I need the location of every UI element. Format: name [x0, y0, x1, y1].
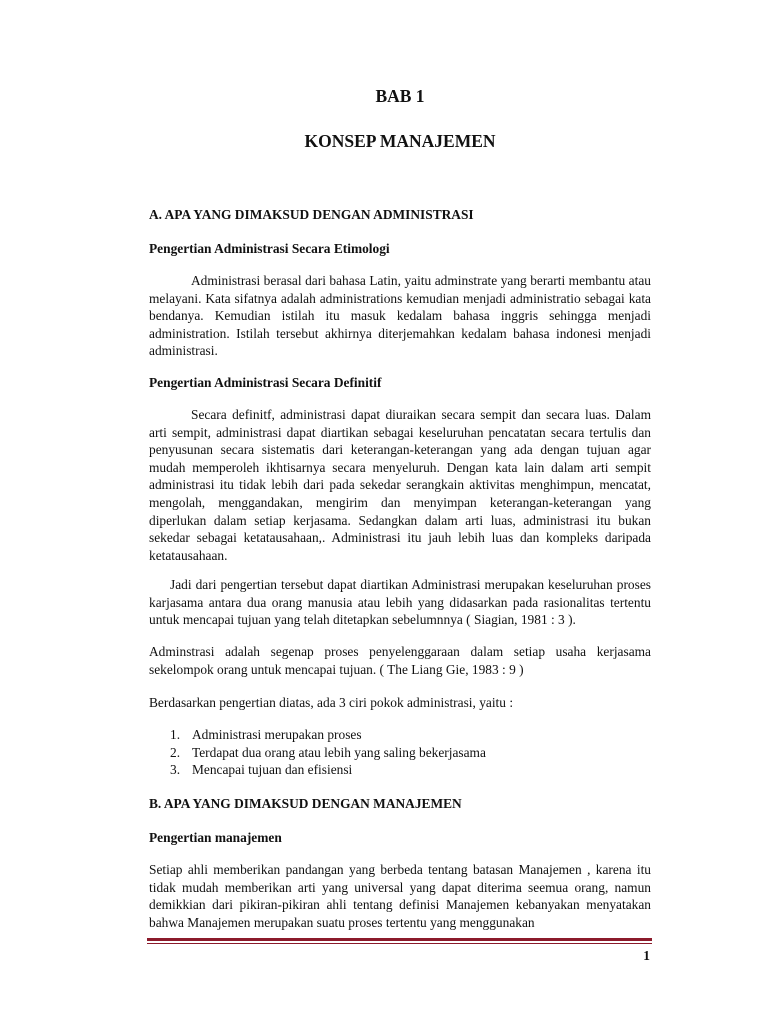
section-b-heading: B. APA YANG DIMAKSUD DENGAN MANAJEMEN [149, 796, 462, 811]
footer-rule-thick [147, 938, 652, 941]
paragraph-etimologi: Administrasi berasal dari bahasa Latin, yaitu adminstrate yang berarti membantu atau melayani. Kata sifatnya adalah administrations kemudian menjadi administratio sebagai kata bendanya. Kemudian istilah itu masuk kedalam bahasa inggris sehingga menjadi administration. Istilah tersebut akhirnya diterjemahkan kedalam bahasa indonesi menjadi administrasi. [149, 273, 651, 359]
paragraph-liang-gie: Adminstrasi adalah segenap proses penyelenggaraan dalam setiap usaha kerjasama sekelompok orang untuk mencapai tujuan. ( The Liang Gie, 1983 : 9 ) [149, 644, 651, 677]
list-item: 3. Mencapai tujuan dan efisiensi [170, 762, 353, 778]
list-item: 2. Terdapat dua orang atau lebih yang saling bekerjasama [170, 744, 486, 760]
subheading-manajemen: Pengertian manajemen [149, 830, 282, 845]
paragraph-definitif: Secara definitf, administrasi dapat diuraikan secara sempit dan secara luas. Dalam arti sempit, administrasi dapat diartikan sebagai keseluruhan pencatatan secara tertulis dan penyusunan secara sistematis dari keterangan-keterangan yang ada dengan tujuan agar mudah memperoleh ikhtisarnya secara menyeluruh. Dengan kata lain dalam arti sempit administrasi itu tidak lebih dari pada sekedar serangkain aktivitas menghimpun, mencatat, mengolah, menggandakan, mengirim dan menyimpan keterangan-keterangan yang diperlukan dalam setiap kerjasama. Sedangkan dalam arti luas, administrasi itu bukan sekedar sebagai ketatausahaan,. Administrasi itu jauh lebih luas dan kompleks daripada ketatausahaan. [149, 407, 651, 563]
subheading-etimologi: Pengertian Administrasi Secara Etimologi [149, 241, 390, 256]
paragraph-ciri-pokok: Berdasarkan pengertian diatas, ada 3 ciri pokok administrasi, yaitu : [149, 695, 514, 710]
paragraph-manajemen: Setiap ahli memberikan pandangan yang berbeda tentang batasan Manajemen , karena itu tidak mudah memberikan arti yang universal yang dapat diterima seemua orang, namun demikkian dari pikiran-pikiran ahli tentang definisi Manajemen kebanyakan menyatakan bahwa Manajemen merupakan suatu proses tertentu yang menggunakan [149, 862, 651, 930]
footer-rule-thin [147, 943, 652, 944]
chapter-title: KONSEP MANAJEMEN [304, 131, 496, 151]
ciri-list [149, 726, 486, 779]
subheading-definitif: Pengertian Administrasi Secara Definitif [149, 375, 382, 390]
paragraph-siagian: Jadi dari pengertian tersebut dapat diartikan Administrasi merupakan keseluruhan proses karjasama antara dua orang manusia atau lebih yang didasarkan pada rasionalitas tertentu untuk mencapai tujuan yang telah ditetapkan sebelumnnya ( Siagian, 1981 : 3 ). [149, 577, 651, 628]
section-a-heading: A. APA YANG DIMAKSUD DENGAN ADMINISTRASI [149, 207, 474, 222]
page-number: 1 [643, 948, 650, 963]
chapter-label: BAB 1 [375, 86, 425, 106]
list-item: 1. Administrasi merupakan proses [170, 727, 362, 742]
